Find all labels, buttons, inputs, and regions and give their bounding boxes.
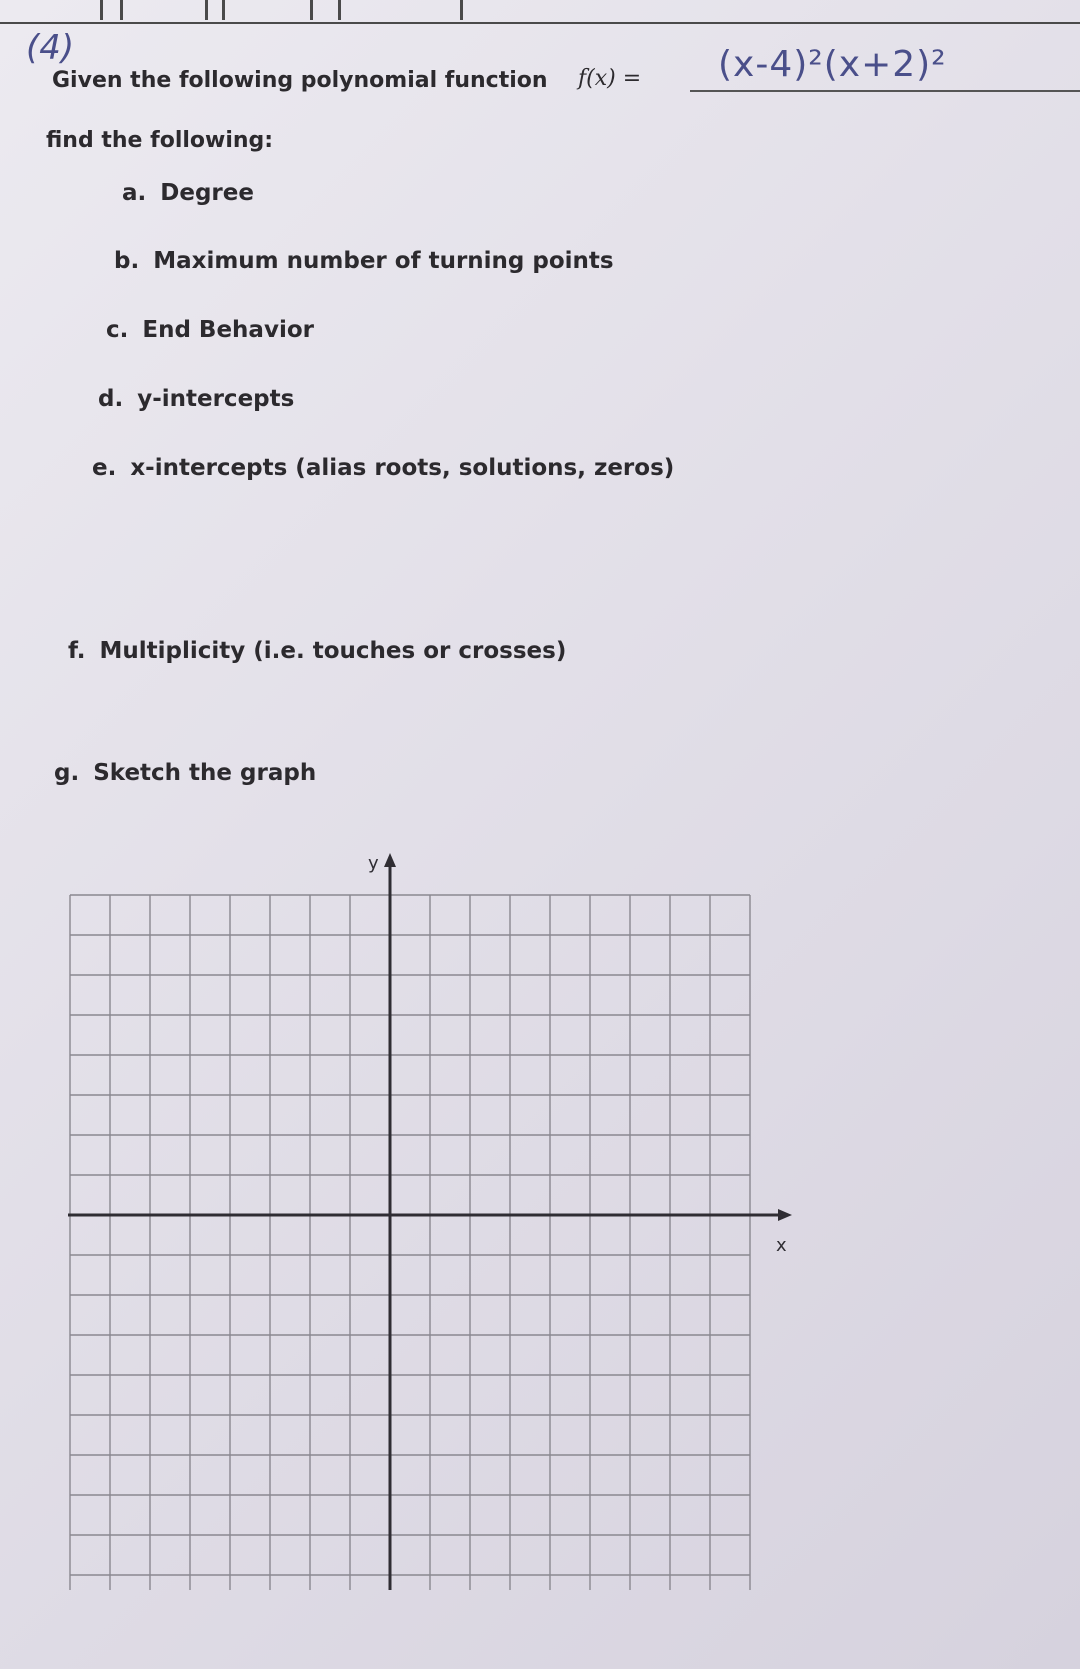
intro-text: Given the following polynomial function bbox=[52, 68, 548, 93]
question-item-a bbox=[122, 180, 254, 206]
function-answer-line bbox=[690, 90, 1080, 92]
question-label: y-intercepts bbox=[137, 386, 295, 412]
question-label: End Behavior bbox=[142, 317, 314, 343]
question-label: x-intercepts (alias roots, solutions, zeros) bbox=[130, 455, 675, 481]
border-tick bbox=[205, 0, 208, 20]
border-tick bbox=[120, 0, 123, 20]
question-letter: g. bbox=[54, 760, 80, 786]
function-value: (x-4)²(x+2)² bbox=[718, 44, 947, 85]
x-axis-arrow bbox=[778, 1209, 792, 1221]
problem-number: (4) bbox=[26, 28, 75, 68]
y-axis-label: y bbox=[368, 853, 379, 874]
coordinate-grid bbox=[40, 850, 840, 1590]
question-label: Sketch the graph bbox=[93, 760, 317, 786]
graph-area bbox=[40, 850, 840, 1590]
y-axis-arrow bbox=[384, 853, 396, 867]
question-label: Degree bbox=[160, 180, 254, 206]
question-letter: b. bbox=[114, 248, 140, 274]
question-item-f bbox=[68, 638, 566, 664]
question-letter: f. bbox=[68, 638, 86, 664]
find-heading: find the following: bbox=[46, 128, 274, 153]
border-tick bbox=[460, 0, 463, 20]
x-axis-label: x bbox=[776, 1235, 787, 1256]
question-item-g bbox=[54, 760, 316, 786]
grid-lines bbox=[70, 895, 750, 1590]
border-tick bbox=[100, 0, 103, 20]
question-item-b bbox=[114, 248, 614, 274]
question-label: Multiplicity (i.e. touches or crosses) bbox=[99, 638, 567, 664]
question-item-c bbox=[106, 317, 314, 343]
border-tick bbox=[310, 0, 313, 20]
border-tick bbox=[222, 0, 225, 20]
question-letter: e. bbox=[92, 455, 117, 481]
question-letter: c. bbox=[106, 317, 129, 343]
question-letter: d. bbox=[98, 386, 124, 412]
question-letter: a. bbox=[122, 180, 147, 206]
question-label: Maximum number of turning points bbox=[153, 248, 614, 274]
border-tick bbox=[338, 0, 341, 20]
question-item-e bbox=[92, 455, 674, 481]
top-border-strip bbox=[0, 0, 1080, 24]
question-item-d bbox=[98, 386, 294, 412]
function-label: f(x) = bbox=[578, 66, 642, 91]
